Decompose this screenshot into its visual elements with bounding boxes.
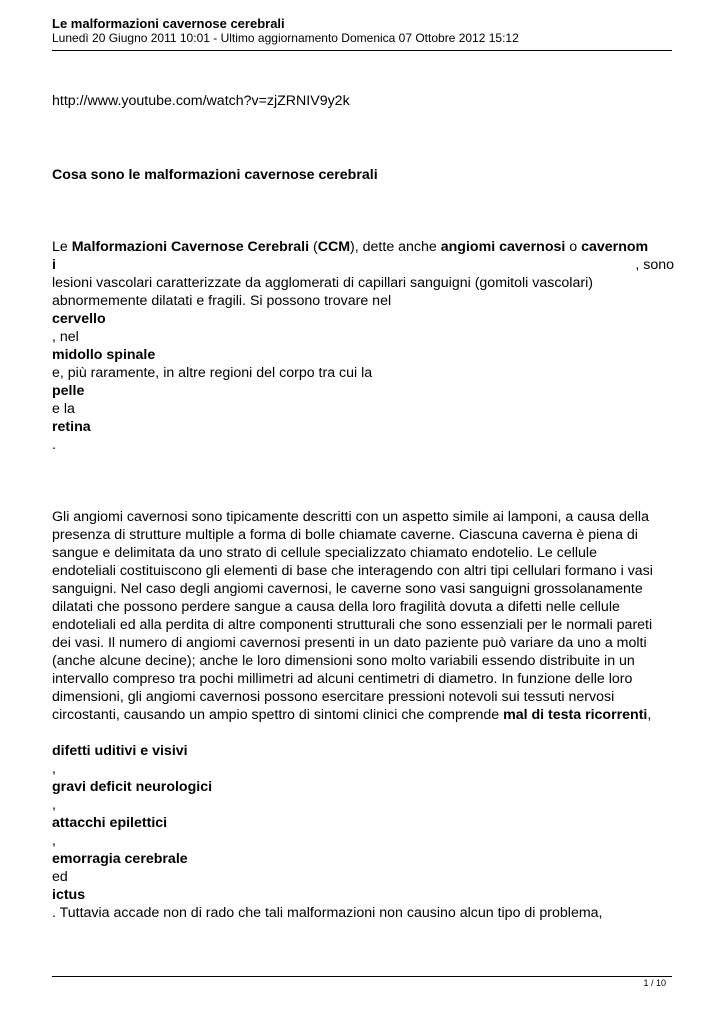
term-ccm-long: Malformazioni Cavernose Cerebrali [71,239,310,255]
page-header [52,16,672,46]
video-link[interactable]: http://www.youtube.com/watch?v=zjZRNIV9y2k [52,93,350,109]
text-e-la: e la [52,401,75,417]
intro-line-3: lesioni vascolari caratterizzate da agglomerati di capillari sanguigni (gomitoli vascolari) [52,275,593,291]
text-comma: , [52,761,56,777]
text-comma: , [647,707,652,723]
term-emorragia-cerebrale: emorragia cerebrale [52,851,188,867]
desc-line: Gli angiomi cavernosi sono tipicamente descritti con un aspetto simile ai lamponi, a causa della [52,509,649,525]
term-deficit-neurologici: gravi deficit neurologici [52,779,213,795]
term-cavernomi-b: i [52,257,56,273]
term-difetti-uditivi: difetti uditivi e visivi [52,743,188,759]
text-paren: ( [309,239,318,255]
desc-line: sangue e delimitata da uno strato di cellule specializzato chiamato endotelio. Le cellule [52,545,597,561]
term-attacchi-epilettici: attacchi epilettici [52,815,168,831]
term-ictus: ictus [52,887,86,903]
page-number: 1 / 10 [643,978,666,988]
term-mal-di-testa: mal di testa ricorrenti [503,707,648,723]
text-le: Le [52,239,72,255]
term-pelle: pelle [52,383,85,399]
desc-line: dimensioni, gli angiomi cavernosi possono esercitare pressioni notevoli sui tessuti nervosi [52,689,615,705]
text-dette: ), dette anche [350,239,441,255]
term-retina: retina [52,419,91,435]
document-title: Le malformazioni cavernose cerebrali [52,16,285,31]
desc-line: dei vasi. Il numero di angiomi cavernosi presenti in un dato paziente può variare da uno a molti [52,635,647,651]
header-rule [52,50,672,51]
term-midollo-spinale: midollo spinale [52,347,156,363]
text-dot: . [52,437,56,453]
paragraph-description [52,508,674,724]
text-ed: ed [52,869,68,885]
term-ccm: CCM [317,239,351,255]
text-tail: . Tuttavia accade non di rado che tali malformazioni non causino alcun tipo di problema, [52,905,603,921]
text-sono: , sono [635,257,674,273]
article-body [52,92,674,922]
symptom-list [52,742,674,922]
text-nel: , nel [52,329,79,345]
paragraph-intro [52,238,674,454]
text-comma: , [52,833,56,849]
document-date-line: Lunedì 20 Giugno 2011 10:01 - Ultimo aggiornamento Domenica 07 Ottobre 2012 15:12 [52,31,519,45]
text-comma: , [52,797,56,813]
desc-line-last: circostanti, causando un ampio spettro di sintomi clinici che comprende [52,707,504,723]
section-heading: Cosa sono le malformazioni cavernose cerebrali [52,167,378,183]
desc-line: (anche alcune decine); anche le loro dimensioni sono molto variabili essendo distribuite in un [52,653,635,669]
desc-line: endoteliali costituiscono gli elementi di base che interagendo con altri tipi cellulari formano i vasi [52,563,653,579]
desc-line: endoteliali ed alla perdita di altre componenti strutturali che sono essenziali per le normali pareti [52,617,653,633]
term-cavernomi-a: cavernom [581,239,649,255]
term-cervello: cervello [52,311,106,327]
term-angiomi-cavernosi: angiomi cavernosi [440,239,566,255]
footer-rule [52,976,672,977]
desc-line: dilatati che possono perdere sangue a causa della loro fragilità dovuta a difetti nelle cellule [52,599,620,615]
text-o: o [565,239,582,255]
desc-line: intervallo compreso tra pochi millimetri ad alcuni centimetri di diametro. In funzione delle loro [52,671,633,687]
text-rare: e, più raramente, in altre regioni del corpo tra cui la [52,365,373,381]
desc-line: sanguigni. Nel caso degli angiomi cavernosi, le caverne sono vasi sanguigni grossolanamente [52,581,643,597]
intro-line-4: abnormemente dilatati e fragili. Si possono trovare nel [52,293,392,309]
desc-line: presenza di strutture multiple a forma di bolle chiamate caverne. Ciascuna caverna è piena di [52,527,638,543]
